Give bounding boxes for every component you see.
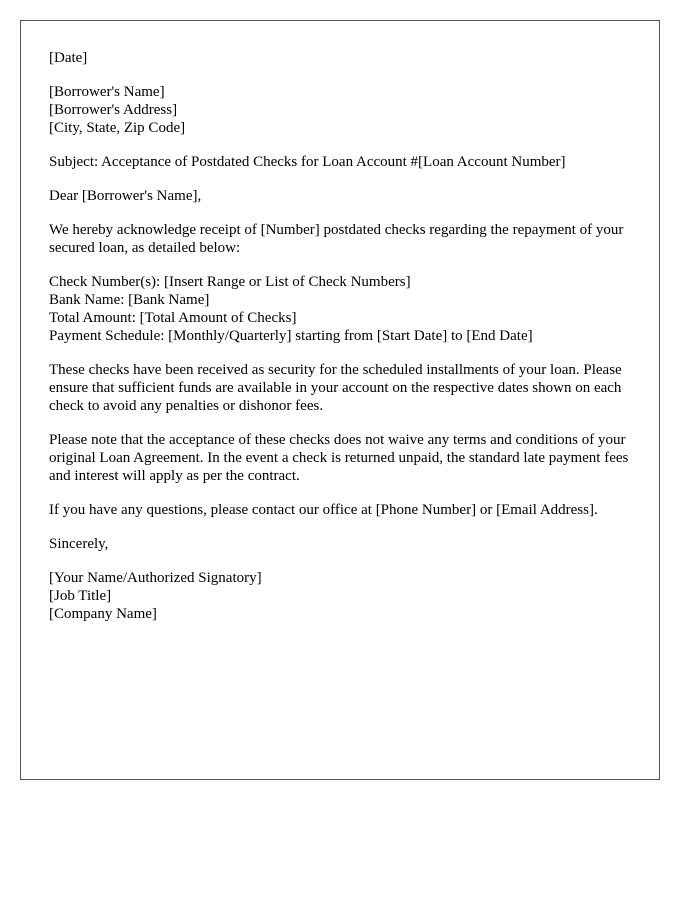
letter-page: [20, 20, 660, 780]
terms-paragraph: Please note that the acceptance of these checks does not waive any terms and conditions of your original Loan Agreement. In the event a check is returned unpaid, the standard late payment fees and interest will apply as per the contract.: [49, 432, 629, 484]
salutation: Dear [Borrower's Name],: [49, 188, 202, 204]
signatory-name: [Your Name/Authorized Signatory]: [49, 570, 262, 586]
total-amount-line: Total Amount: [Total Amount of Checks]: [49, 310, 297, 326]
security-paragraph: These checks have been received as security for the scheduled installments of your loan. Please ensure that sufficient funds are available in your account on the respective dates shown on each check to avoid any penalties or dishonor fees.: [49, 362, 622, 414]
signature-block: [49, 569, 631, 623]
contact-paragraph: If you have any questions, please contact our office at [Phone Number] or [Email Address].: [49, 502, 598, 518]
intro-paragraph: We hereby acknowledge receipt of [Number] postdated checks regarding the repayment of your secured loan, as detailed below:: [49, 222, 624, 256]
recipient-address: [Borrower's Address]: [49, 102, 178, 118]
bank-name-line: Bank Name: [Bank Name]: [49, 292, 210, 308]
check-details-block: [49, 273, 631, 345]
check-numbers-line: Check Number(s): [Insert Range or List of Check Numbers]: [49, 274, 411, 290]
signatory-job-title: [Job Title]: [49, 588, 112, 604]
recipient-city-state-zip: [City, State, Zip Code]: [49, 120, 186, 136]
closing: Sincerely,: [49, 536, 109, 552]
subject-line: Subject: Acceptance of Postdated Checks for Loan Account #[Loan Account Number]: [49, 154, 566, 170]
date-block: [49, 49, 631, 67]
recipient-name: [Borrower's Name]: [49, 84, 165, 100]
payment-schedule-line: Payment Schedule: [Monthly/Quarterly] starting from [Start Date] to [End Date]: [49, 328, 533, 344]
letter-date: [Date]: [49, 50, 88, 66]
recipient-block: [49, 83, 631, 137]
signatory-company: [Company Name]: [49, 606, 157, 622]
